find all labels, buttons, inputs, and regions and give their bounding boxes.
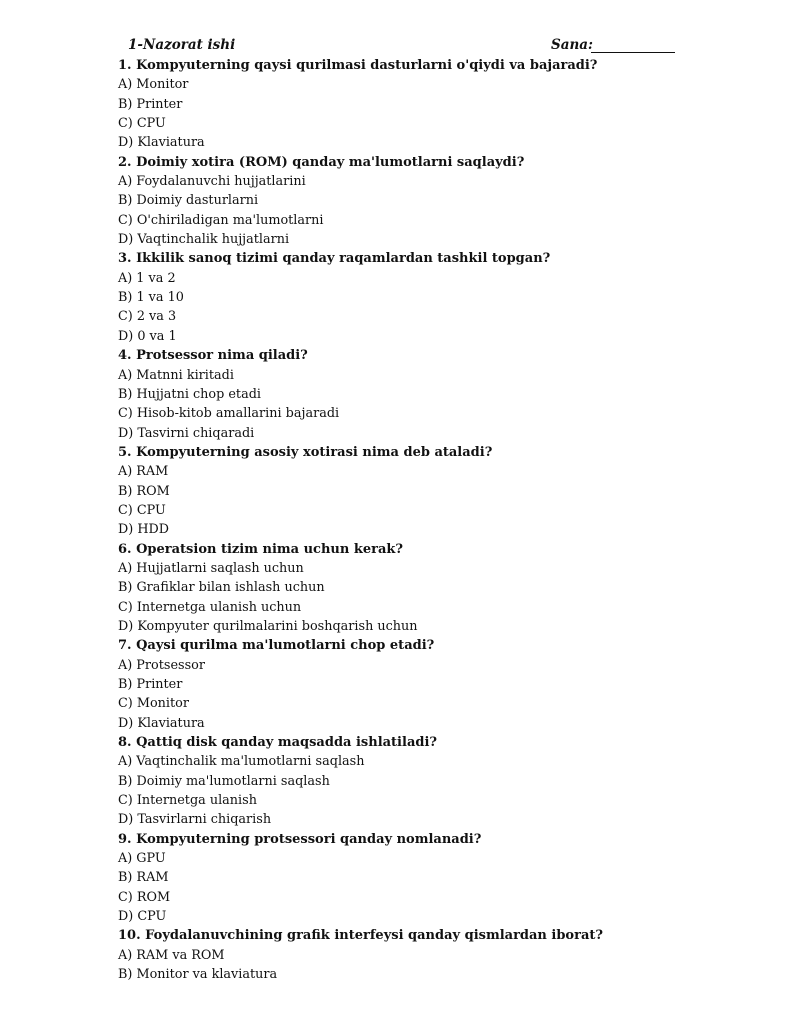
- answer-option: C) Internetga ulanish: [118, 793, 257, 809]
- answer-option: A) Foydalanuvchi hujjatlarini: [118, 174, 306, 190]
- answer-option: B) Hujjatni chop etadi: [118, 386, 261, 402]
- date-label: Sana:: [551, 37, 594, 53]
- answer-option: B) ROM: [118, 483, 170, 499]
- question-text: 3. Ikkilik sanoq tizimi qanday raqamlardan tashkil topgan?: [118, 251, 551, 267]
- answer-option: B) Printer: [118, 96, 183, 112]
- answer-option: A) Vaqtinchalik ma'lumotlarni saqlash: [118, 754, 365, 770]
- answer-option: D) Vaqtinchalik hujjatlarni: [118, 232, 290, 248]
- answer-option: C) Hisob-kitob amallarini bajaradi: [118, 406, 340, 422]
- answer-option: B) 1 va 10: [118, 290, 184, 306]
- answer-option: A) Monitor: [118, 77, 189, 93]
- answer-option: C) CPU: [118, 502, 166, 518]
- answer-option: D) Klaviatura: [118, 135, 205, 151]
- question-text: 5. Kompyuterning asosiy xotirasi nima deb ataladi?: [118, 444, 493, 460]
- answer-option: A) RAM: [118, 464, 169, 480]
- question-block: [118, 153, 718, 250]
- question-text: 9. Kompyuterning protsessori qanday nomlanadi?: [118, 831, 482, 847]
- answer-option: A) Hujjatlarni saqlash uchun: [118, 560, 304, 576]
- answer-option: A) Matnni kiritadi: [118, 367, 234, 383]
- question-block: [118, 346, 718, 443]
- answer-option: C) 2 va 3: [118, 309, 177, 325]
- answer-option: A) Protsessor: [118, 657, 205, 673]
- answer-option: C) Internetga ulanish uchun: [118, 599, 302, 615]
- question-list: [118, 56, 718, 985]
- question-text: 8. Qattiq disk qanday maqsadda ishlatiladi?: [118, 735, 438, 751]
- answer-option: D) CPU: [118, 909, 167, 925]
- answer-option: A) GPU: [118, 851, 166, 867]
- question-text: 10. Foydalanuvchining grafik interfeysi qanday qismlardan iborat?: [118, 928, 603, 944]
- question-block: [118, 636, 718, 733]
- answer-option: A) 1 va 2: [118, 270, 176, 286]
- answer-option: B) RAM: [118, 870, 169, 886]
- answer-option: B) Doimiy dasturlarni: [118, 193, 259, 209]
- question-block: [118, 56, 718, 153]
- answer-option: B) Monitor va klaviatura: [118, 967, 278, 983]
- answer-option: C) O'chiriladigan ma'lumotlarni: [118, 212, 324, 228]
- question-block: [118, 926, 718, 984]
- document-title: 1-Nazorat ishi: [128, 37, 236, 53]
- question-text: 7. Qaysi qurilma ma'lumotlarni chop etadi?: [118, 638, 435, 654]
- question-block: [118, 540, 718, 637]
- answer-option: D) 0 va 1: [118, 328, 177, 344]
- question-block: [118, 830, 718, 927]
- question-block: [118, 249, 718, 346]
- question-block: [118, 733, 718, 830]
- date-blank-line: [591, 52, 675, 53]
- answer-option: B) Doimiy ma'lumotlarni saqlash: [118, 773, 330, 789]
- answer-option: C) CPU: [118, 116, 166, 132]
- answer-option: D) Klaviatura: [118, 715, 205, 731]
- answer-option: B) Grafiklar bilan ishlash uchun: [118, 580, 325, 596]
- answer-option: D) HDD: [118, 522, 170, 538]
- answer-option: D) Tasvirni chiqaradi: [118, 425, 255, 441]
- question-text: 6. Operatsion tizim nima uchun kerak?: [118, 541, 404, 557]
- question-text: 1. Kompyuterning qaysi qurilmasi dasturlarni o'qiydi va bajaradi?: [118, 58, 598, 73]
- question-text: 4. Protsessor nima qiladi?: [118, 348, 308, 364]
- answer-option: A) RAM va ROM: [118, 947, 225, 963]
- answer-option: C) Monitor: [118, 696, 189, 712]
- answer-option: D) Kompyuter qurilmalarini boshqarish uchun: [118, 618, 418, 634]
- question-text: 2. Doimiy xotira (ROM) qanday ma'lumotlarni saqlaydi?: [118, 154, 525, 170]
- answer-option: D) Tasvirlarni chiqarish: [118, 812, 272, 828]
- page-header: [128, 37, 674, 57]
- question-block: [118, 443, 718, 540]
- answer-option: B) Printer: [118, 677, 183, 692]
- answer-option: C) ROM: [118, 889, 171, 905]
